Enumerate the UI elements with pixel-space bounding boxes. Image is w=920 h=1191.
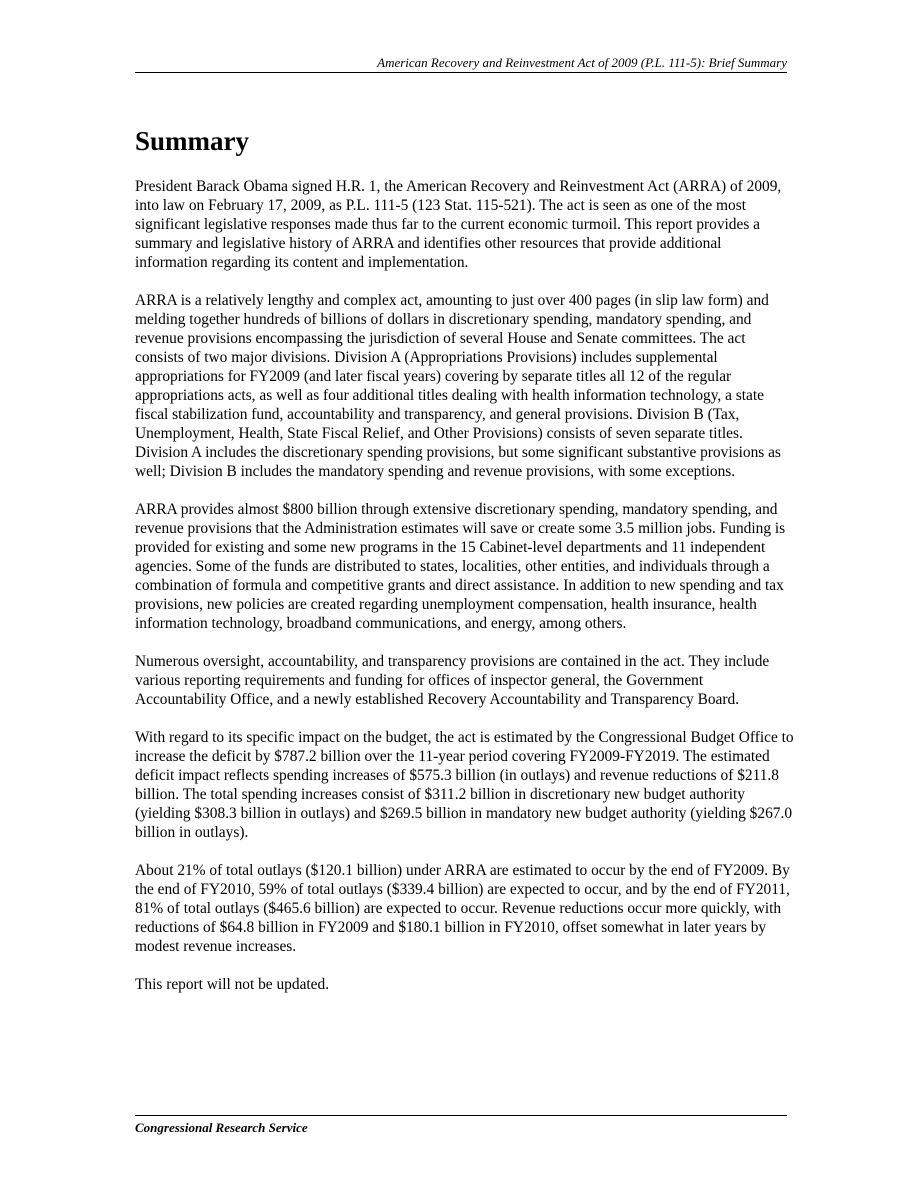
paragraph-budget-impact: With regard to its specific impact on the budget, the act is estimated by the Congressional Budget Office to increase the deficit by $787.2 billion over the 11-year period covering FY2009-FY2019. The estimated deficit impact reflects spending increases of $575.3 billion (in outlays) and revenue reductions of $211.8 billion. The total spending increases consist of $311.2 billion in discretionary new budget authority (yielding $308.3 billion in outlays) and $269.5 billion in mandatory new budget authority (yielding $267.0 billion in outlays). [135, 729, 794, 841]
running-footer: Congressional Research Service [135, 1115, 787, 1136]
paragraph-funding: ARRA provides almost $800 billion through extensive discretionary spending, mandatory spending, and revenue provisions that the Administration estimates will save or create some 3.5 million jobs. Funding is provided for existing and some new programs in the 15 Cabinet-level departments and 11 independent agencies. Some of the funds are distributed to states, localities, other entities, and individuals through a combination of formula and competitive grants and direct assistance. In addition to new spending and tax provisions, new policies are created regarding unemployment compensation, health insurance, health information technology, broadband communications, and energy, among others. [135, 501, 786, 632]
paragraph-signing: President Barack Obama signed H.R. 1, the American Recovery and Reinvestment Act (ARRA) of 2009, into law on February 17, 2009, as P.L. 111-5 (123 Stat. 115-521). The act is seen as one of the most significant legislative responses made thus far to the current economic turmoil. This report provides a summary and legislative history of ARRA and identifies other resources that provide additional information regarding its content and implementation. [135, 178, 782, 271]
paragraph-update-notice: This report will not be updated. [135, 976, 330, 993]
paragraph-outlays-timing: About 21% of total outlays ($120.1 billion) under ARRA are estimated to occur by the end of FY2009. By the end of FY2010, 59% of total outlays ($339.4 billion) are expected to occur, and by the end of FY2011, 81% of total outlays ($465.6 billion) are expected to occur. Revenue reductions occur more quickly, with reductions of $64.8 billion in FY2009 and $180.1 billion in FY2010, offset somewhat in later years by modest revenue increases. [135, 862, 790, 955]
page-title: Summary [135, 126, 249, 156]
paragraph-structure: ARRA is a relatively lengthy and complex act, amounting to just over 400 pages (in slip law form) and melding together hundreds of billions of dollars in discretionary spending, mandatory spending, and revenue provisions encompassing the jurisdiction of several House and Senate committees. The act consists of two major divisions. Division A (Appropriations Provisions) includes supplemental appropriations for FY2009 (and later fiscal years) covering by separate titles all 12 of the regular appropriations acts, as well as four additional titles dealing with health information technology, a state fiscal stabilization fund, accountability and transparency, and general provisions. Division B (Tax, Unemployment, Health, State Fiscal Relief, and Other Provisions) consists of seven separate titles. Division A includes the discretionary spending provisions, but some significant substantive provisions as well; Division B includes the mandatory spending and revenue provisions, with some exceptions. [135, 292, 781, 480]
paragraph-oversight: Numerous oversight, accountability, and transparency provisions are contained in the act. They include various reporting requirements and funding for offices of inspector general, the Government Accountability Office, and a newly established Recovery Accountability and Transparency Board. [135, 653, 770, 708]
running-header: American Recovery and Reinvestment Act of 2009 (P.L. 111-5): Brief Summary [135, 55, 787, 73]
document-body [135, 124, 795, 1013]
